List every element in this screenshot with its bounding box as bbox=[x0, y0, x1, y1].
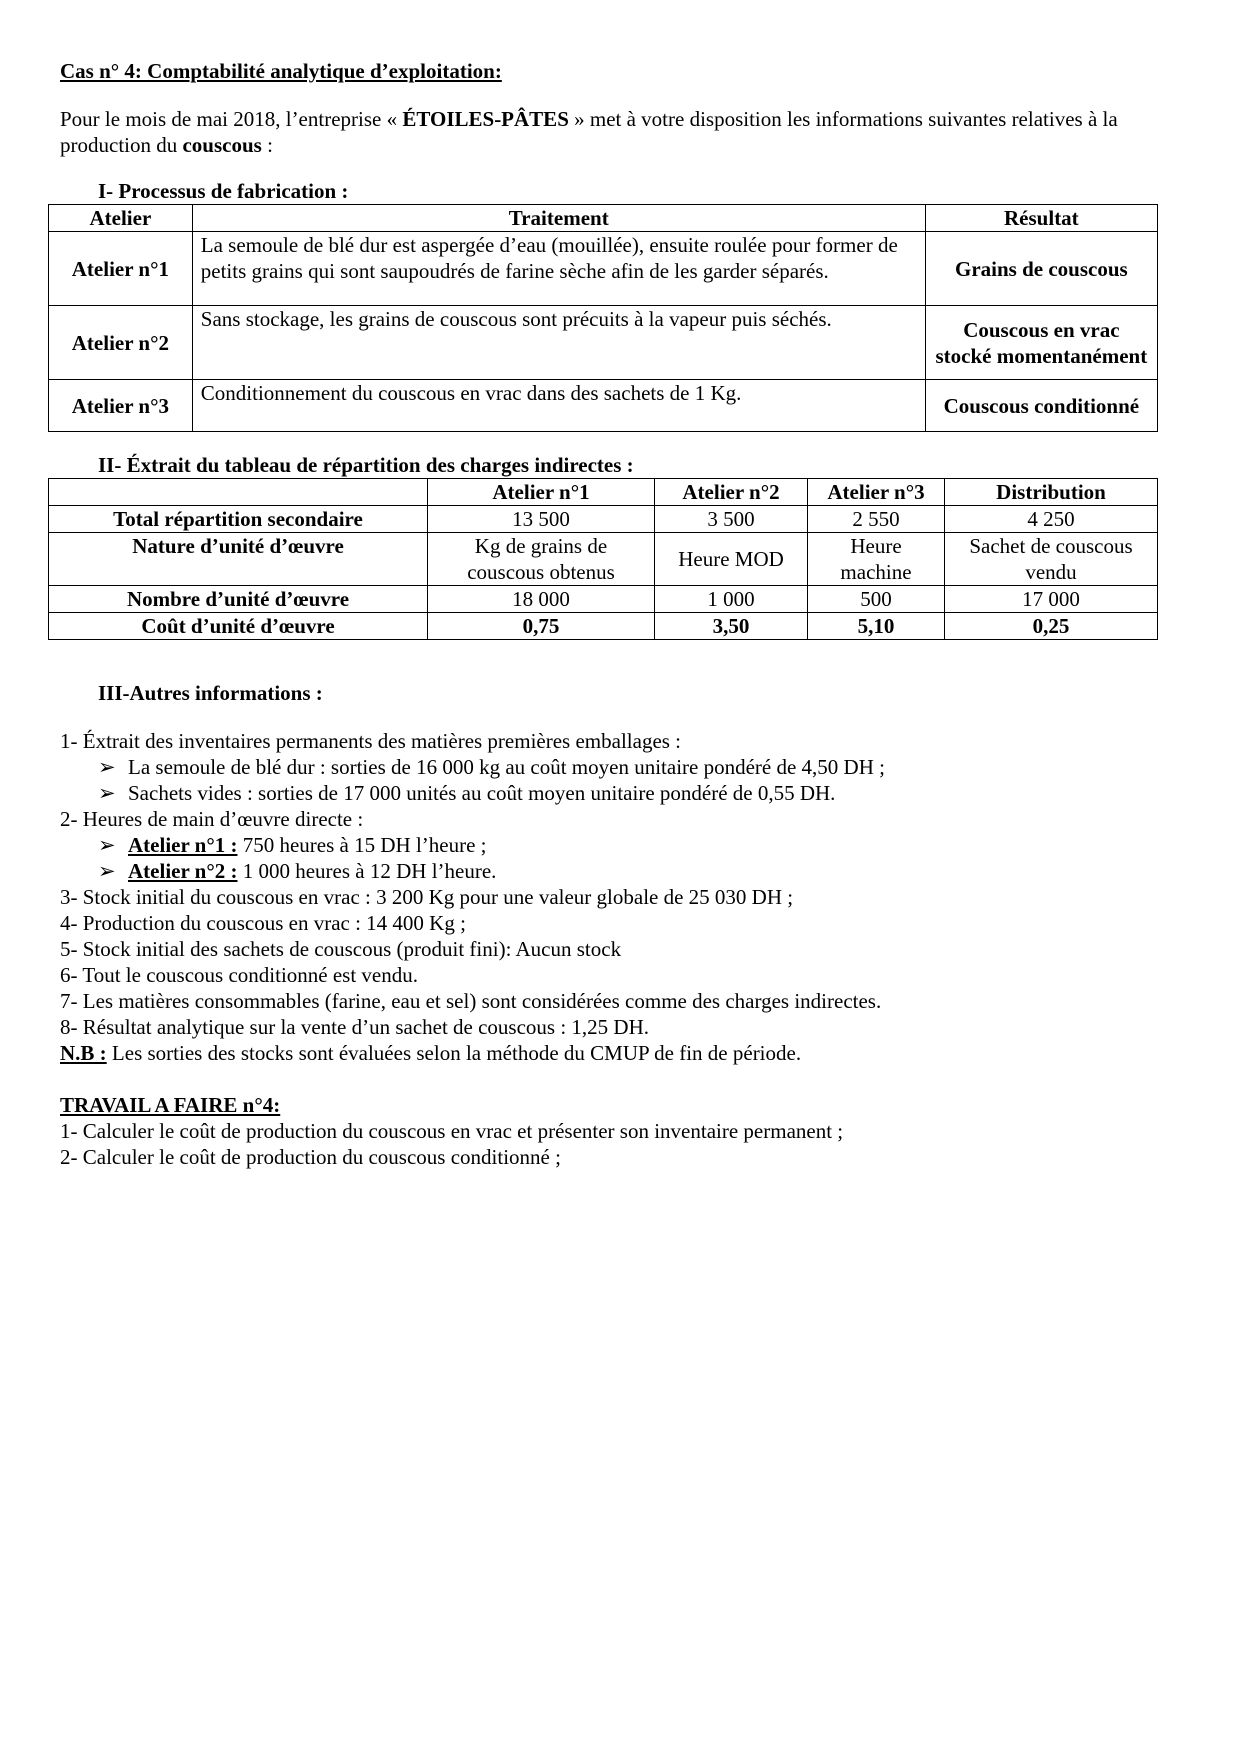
section-2-title: II- Éxtrait du tableau de répartition des charges indirectes : bbox=[98, 453, 634, 477]
arrow-bullet-icon: ➢ bbox=[98, 833, 116, 857]
resultat-cell: Grains de couscous bbox=[925, 232, 1157, 306]
value-cell: 3 500 bbox=[655, 506, 808, 533]
row-label: Coût d’unité d’œuvre bbox=[49, 613, 428, 640]
table-row bbox=[49, 586, 1158, 613]
header-atelier-2: Atelier n°2 bbox=[655, 479, 808, 506]
value-cell: 5,10 bbox=[808, 613, 945, 640]
header-resultat: Résultat bbox=[925, 205, 1157, 232]
traitement-cell: Sans stockage, les grains de couscous sont précuits à la vapeur puis séchés. bbox=[192, 306, 925, 380]
list-item: 5- Stock initial des sachets de couscous (produit fini): Aucun stock bbox=[60, 937, 622, 961]
intro-part3: : bbox=[261, 133, 273, 157]
arrow-bullet-icon: ➢ bbox=[98, 859, 116, 883]
bullet-label: Atelier n°1 : bbox=[128, 833, 238, 857]
value-cell: 2 550 bbox=[808, 506, 945, 533]
value-cell: 0,75 bbox=[428, 613, 655, 640]
section-3-title: III-Autres informations : bbox=[98, 681, 323, 705]
header-atelier-3: Atelier n°3 bbox=[808, 479, 945, 506]
value-cell: 500 bbox=[808, 586, 945, 613]
process-header-row bbox=[49, 205, 1158, 232]
traitement-cell: Conditionnement du couscous en vrac dans des sachets de 1 Kg. bbox=[192, 380, 925, 432]
bullet-text: 1 000 heures à 12 DH l’heure. bbox=[237, 859, 497, 883]
charges-table bbox=[48, 478, 1158, 640]
row-label: Total répartition secondaire bbox=[49, 506, 428, 533]
list-item: 1- Calculer le coût de production du couscous en vrac et présenter son inventaire permanent ; bbox=[60, 1119, 844, 1143]
table-row bbox=[49, 306, 1158, 380]
value-cell: 13 500 bbox=[428, 506, 655, 533]
company-name: ÉTOILES-PÂTES bbox=[402, 107, 569, 131]
travail-title: TRAVAIL A FAIRE n°4: bbox=[60, 1093, 281, 1117]
resultat-cell: Couscous en vrac stocké momentanément bbox=[925, 306, 1157, 380]
arrow-bullet-icon: ➢ bbox=[98, 755, 116, 779]
nb-label: N.B : bbox=[60, 1041, 107, 1065]
value-cell: Heure MOD bbox=[655, 533, 808, 586]
header-atelier-1: Atelier n°1 bbox=[428, 479, 655, 506]
list-item bbox=[60, 780, 1170, 806]
atelier-cell: Atelier n°1 bbox=[49, 232, 193, 306]
list-item: 1- Éxtrait des inventaires permanents des matières premières emballages : bbox=[60, 729, 682, 753]
list-item: 4- Production du couscous en vrac : 14 400 Kg ; bbox=[60, 911, 466, 935]
intro-part2: » met à votre disposition les informations suivantes relatives à la production du bbox=[60, 107, 1118, 157]
header-distribution: Distribution bbox=[945, 479, 1158, 506]
product-name: couscous bbox=[182, 133, 262, 157]
list-item: 8- Résultat analytique sur la vente d’un sachet de couscous : 1,25 DH. bbox=[60, 1015, 650, 1039]
arrow-bullet-icon: ➢ bbox=[98, 781, 116, 805]
list-item: 6- Tout le couscous conditionné est vendu. bbox=[60, 963, 418, 987]
value-cell: 4 250 bbox=[945, 506, 1158, 533]
charges-header-row bbox=[49, 479, 1158, 506]
value-cell: 1 000 bbox=[655, 586, 808, 613]
nb-text: Les sorties des stocks sont évaluées selon la méthode du CMUP de fin de période. bbox=[106, 1041, 802, 1065]
value-cell: 17 000 bbox=[945, 586, 1158, 613]
atelier-cell: Atelier n°2 bbox=[49, 306, 193, 380]
list-item: 7- Les matières consommables (farine, eau et sel) sont considérées comme des charges indirectes. bbox=[60, 989, 882, 1013]
table-row bbox=[49, 613, 1158, 640]
list-item bbox=[60, 832, 1170, 858]
traitement-cell: La semoule de blé dur est aspergée d’eau (mouillée), ensuite roulée pour former de petits grains qui sont saupoudrés de farine sèche afin de les garder séparés. bbox=[192, 232, 925, 306]
value-cell: Kg de grains de couscous obtenus bbox=[428, 533, 655, 586]
intro-part1: Pour le mois de mai 2018, l’entreprise « bbox=[60, 107, 403, 131]
header-empty bbox=[49, 479, 428, 506]
table-row bbox=[49, 533, 1158, 586]
value-cell: Heure machine bbox=[808, 533, 945, 586]
value-cell: 3,50 bbox=[655, 613, 808, 640]
value-cell: 18 000 bbox=[428, 586, 655, 613]
list-item: 3- Stock initial du couscous en vrac : 3 200 Kg pour une valeur globale de 25 030 DH ; bbox=[60, 885, 794, 909]
row-label: Nature d’unité d’œuvre bbox=[49, 533, 428, 586]
list-item: 2- Heures de main d’œuvre directe : bbox=[60, 807, 364, 831]
header-traitement: Traitement bbox=[192, 205, 925, 232]
row-label: Nombre d’unité d’œuvre bbox=[49, 586, 428, 613]
table-row bbox=[49, 232, 1158, 306]
other-info-list bbox=[60, 728, 1170, 1066]
nota-bene bbox=[60, 1040, 1170, 1066]
list-item bbox=[60, 754, 1170, 780]
process-table bbox=[48, 204, 1158, 432]
bullet-text: Sachets vides : sorties de 17 000 unités au coût moyen unitaire pondéré de 0,55 DH. bbox=[128, 781, 836, 805]
value-cell: Sachet de couscous vendu bbox=[945, 533, 1158, 586]
bullet-label: Atelier n°2 : bbox=[128, 859, 238, 883]
document-page bbox=[60, 58, 1170, 1170]
bullet-text: La semoule de blé dur : sorties de 16 000 kg au coût moyen unitaire pondéré de 4,50 DH ; bbox=[128, 755, 885, 779]
table-row bbox=[49, 506, 1158, 533]
travail-section bbox=[60, 1092, 1170, 1170]
list-item bbox=[60, 858, 1170, 884]
value-cell: 0,25 bbox=[945, 613, 1158, 640]
resultat-cell: Couscous conditionné bbox=[925, 380, 1157, 432]
section-1-title: I- Processus de fabrication : bbox=[98, 179, 349, 203]
header-atelier: Atelier bbox=[49, 205, 193, 232]
intro-paragraph bbox=[60, 106, 1170, 158]
atelier-cell: Atelier n°3 bbox=[49, 380, 193, 432]
table-row bbox=[49, 380, 1158, 432]
case-title: Cas n° 4: Comptabilité analytique d’exploitation: bbox=[60, 59, 502, 83]
bullet-text: 750 heures à 15 DH l’heure ; bbox=[237, 833, 487, 857]
list-item: 2- Calculer le coût de production du couscous conditionné ; bbox=[60, 1145, 561, 1169]
